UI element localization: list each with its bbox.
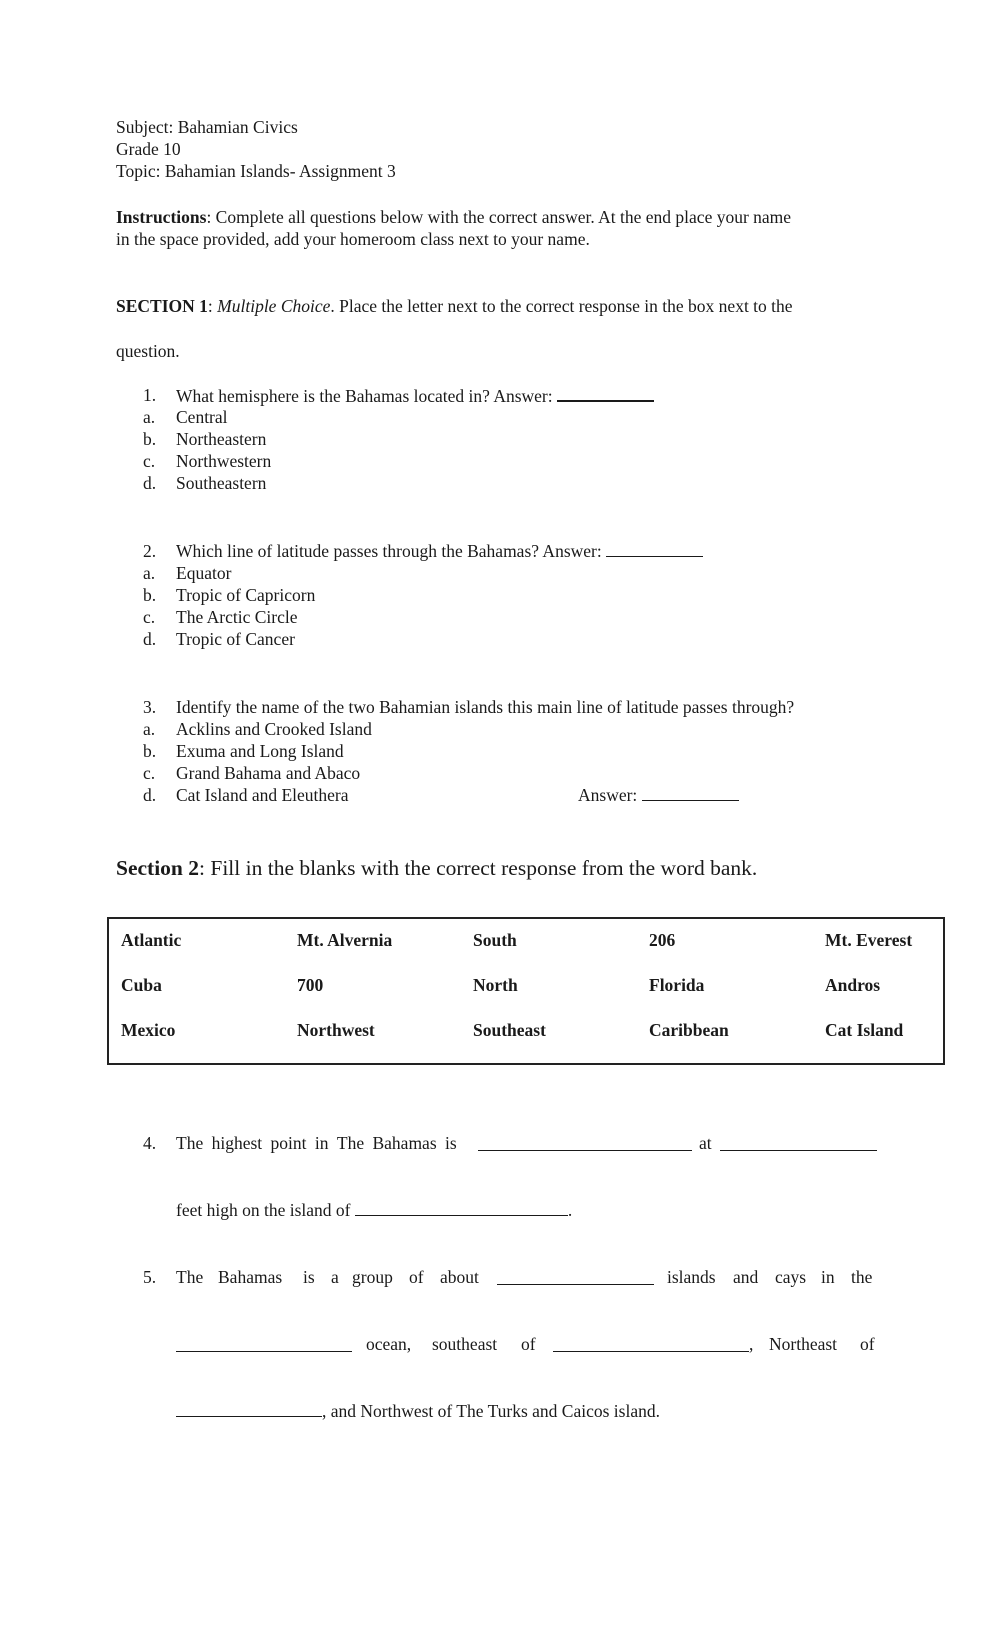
instructions-text-1: : Complete all questions below with the correct answer. At the end place your name <box>206 207 792 227</box>
word-bank-item: 206 <box>649 930 676 950</box>
grade-line: Grade 10 <box>116 139 181 159</box>
option-letter: c. <box>143 763 156 783</box>
option-letter: a. <box>143 719 156 739</box>
answer-blank[interactable] <box>557 385 654 402</box>
section1-heading <box>116 296 793 317</box>
word: The <box>176 1267 204 1287</box>
answer-blank[interactable] <box>176 1336 352 1352</box>
question-5-line-3-text: , and Northwest of The Turks and Caicos island. <box>322 1401 660 1421</box>
word: of <box>409 1267 424 1287</box>
section1-sep: : <box>207 296 218 316</box>
word: of <box>521 1334 536 1354</box>
option-text: Northeastern <box>176 429 267 449</box>
option-text: Acklins and Crooked Island <box>176 719 372 739</box>
option-letter: b. <box>143 741 157 761</box>
word-bank-item: Caribbean <box>649 1020 729 1040</box>
word-bank-item: Florida <box>649 975 705 995</box>
subject-line: Subject: Bahamian Civics <box>116 117 298 137</box>
word-bank-item: Mt. Everest <box>825 930 913 950</box>
section1-line-2: question. <box>116 341 180 361</box>
word: ocean, <box>366 1334 412 1354</box>
question-number: 2. <box>143 541 157 561</box>
word: a <box>331 1267 339 1287</box>
section2-heading <box>116 856 757 881</box>
answer-blank[interactable] <box>355 1200 568 1216</box>
word: islands <box>667 1267 716 1287</box>
question-number: 1. <box>143 385 157 405</box>
answer-blank[interactable] <box>553 1336 749 1352</box>
option-letter: c. <box>143 451 156 471</box>
word-bank-item: 700 <box>297 975 324 995</box>
word: Bahamas <box>218 1267 283 1287</box>
option-text: Exuma and Long Island <box>176 741 344 761</box>
word: in <box>314 1133 329 1153</box>
question-5-line-3 <box>176 1401 660 1422</box>
question-1-text: What hemisphere is the Bahamas located in? Answer: <box>176 386 557 406</box>
word: and <box>733 1267 759 1287</box>
option-text: Cat Island and Eleuthera <box>176 785 349 805</box>
option-letter: a. <box>143 563 156 583</box>
word: The <box>176 1133 204 1153</box>
word: of <box>860 1334 875 1354</box>
word-bank-item: Mexico <box>121 1020 176 1040</box>
answer-blank[interactable] <box>497 1269 654 1285</box>
question-number: 3. <box>143 697 157 717</box>
section1-rest: . Place the letter next to the correct response in the box next to the <box>330 296 793 316</box>
option-text: Equator <box>176 563 232 583</box>
word-bank-item: Cuba <box>121 975 162 995</box>
word-bank-item: Southeast <box>473 1020 546 1040</box>
instructions-line-1 <box>116 207 791 228</box>
word-bank-item: South <box>473 930 517 950</box>
answer-blank[interactable] <box>176 1401 322 1417</box>
section1-label: SECTION 1 <box>116 296 208 316</box>
option-letter: d. <box>143 785 157 805</box>
question-text <box>176 385 654 407</box>
section2-label: Section 2 <box>116 856 200 880</box>
word: is <box>445 1133 457 1153</box>
question-text: Identify the name of the two Bahamian islands this main line of latitude passes through? <box>176 697 795 717</box>
word-bank-item: Mt. Alvernia <box>297 930 393 950</box>
option-text: Grand Bahama and Abaco <box>176 763 361 783</box>
word: group <box>352 1267 393 1287</box>
question-2-text: Which line of latitude passes through the Bahamas? Answer: <box>176 541 607 561</box>
option-letter: d. <box>143 629 157 649</box>
word-bank <box>107 917 945 1065</box>
word: the <box>851 1267 873 1287</box>
option-letter: a. <box>143 407 156 427</box>
comma: , <box>749 1334 754 1354</box>
answer-blank[interactable] <box>642 785 739 801</box>
word-bank-item: North <box>473 975 518 995</box>
question-number: 4. <box>143 1133 157 1153</box>
option-letter: b. <box>143 585 157 605</box>
question-4-line-2-text: feet high on the island of <box>176 1200 355 1220</box>
word: about <box>440 1267 479 1287</box>
topic-line: Topic: Bahamian Islands- Assignment 3 <box>116 161 396 181</box>
option-letter: c. <box>143 607 156 627</box>
word-bank-item: Northwest <box>297 1020 375 1040</box>
word: point <box>270 1133 307 1153</box>
word: in <box>821 1267 835 1287</box>
answer-blank[interactable] <box>720 1135 877 1151</box>
option-text: Southeastern <box>176 473 267 493</box>
word: is <box>303 1267 315 1287</box>
section1-type: Multiple Choice <box>217 296 331 316</box>
word: cays <box>775 1267 807 1287</box>
question-number: 5. <box>143 1267 157 1287</box>
option-text: Northwestern <box>176 451 272 471</box>
word-bank-item: Cat Island <box>825 1020 904 1040</box>
answer-label: Answer: <box>578 785 642 805</box>
option-text: Tropic of Cancer <box>176 629 295 649</box>
option-text: Tropic of Capricorn <box>176 585 316 605</box>
option-letter: b. <box>143 429 157 449</box>
answer-blank[interactable] <box>606 541 703 557</box>
option-text: The Arctic Circle <box>176 607 298 627</box>
word: Northeast <box>769 1334 838 1354</box>
word: Bahamas <box>372 1133 437 1153</box>
word: The <box>336 1133 365 1153</box>
question-3-answer <box>578 785 739 806</box>
question-text <box>176 541 703 562</box>
option-text: Central <box>176 407 228 427</box>
word: southeast <box>432 1334 498 1354</box>
section2-text: : Fill in the blanks with the correct response from the word bank. <box>199 856 758 880</box>
word: highest <box>211 1133 263 1153</box>
answer-blank[interactable] <box>478 1135 692 1151</box>
instructions-label: Instructions <box>116 207 207 227</box>
question-4-at: at <box>699 1133 712 1153</box>
period: . <box>567 1200 573 1220</box>
word-bank-item: Atlantic <box>121 930 182 950</box>
question-4-line-1 <box>176 1133 457 1154</box>
option-letter: d. <box>143 473 157 493</box>
question-4-line-2 <box>176 1200 572 1221</box>
word-bank-item: Andros <box>825 975 881 995</box>
instructions-line-2: in the space provided, add your homeroom class next to your name. <box>116 229 590 249</box>
